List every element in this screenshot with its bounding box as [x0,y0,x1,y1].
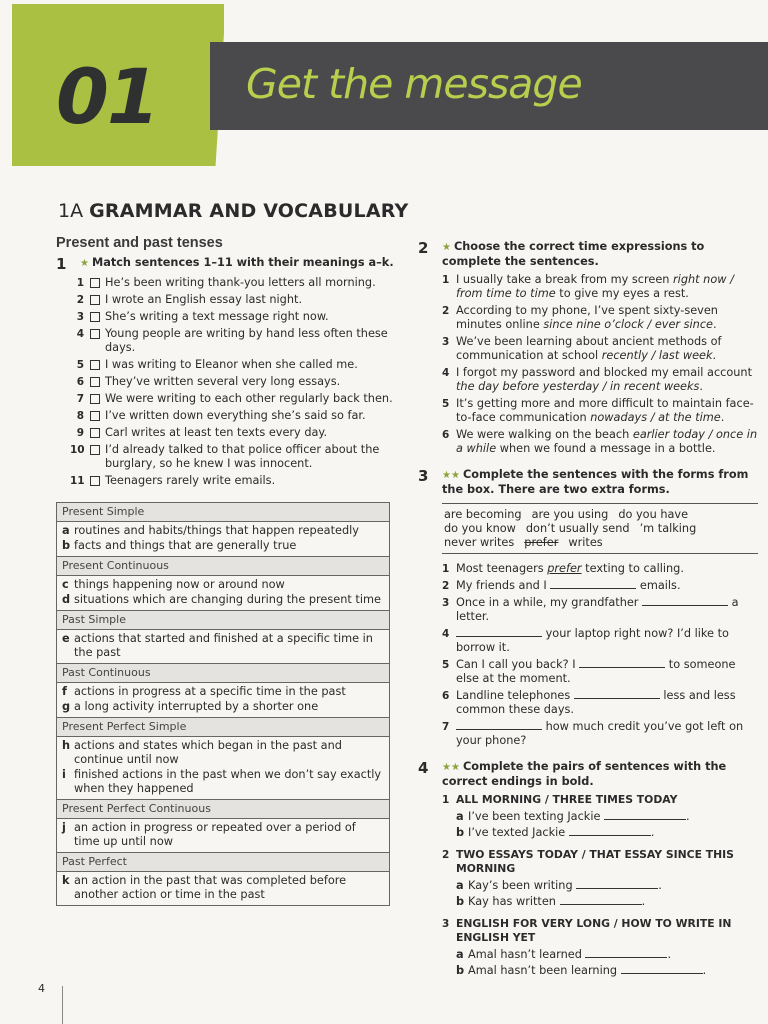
time-choice[interactable]: earlier today / once in a while [456,428,758,455]
table-header: Present Continuous [57,557,389,576]
list-item: 3 We’ve been learning about ancient methods of communication at school recently / last week. [442,335,722,362]
list-item: 3 Once in a while, my grandfather a letter. [442,596,739,623]
list-item: 8 I’ve written down everything she’s said so far. [76,409,366,422]
list-item: 4 your laptop right now? I’d like to borrow it. [442,627,729,654]
answer-blank[interactable] [642,596,728,606]
checkbox[interactable] [90,278,100,288]
left-column [56,236,396,906]
list-item: 10 I’d already talked to that police officer about the burglary, so he knew I was innocent. [70,443,380,470]
table-row: c things happening now or around now [62,578,285,591]
star-icon: ★ [80,258,89,269]
checkbox[interactable] [90,377,100,387]
table-cell [57,576,389,611]
page-divider [62,986,63,1024]
answer-blank[interactable] [604,810,686,820]
list-item: 6 Landline telephones less and less common these days. [442,689,736,716]
table-header: Past Continuous [57,664,389,683]
table-header: Present Simple [57,503,389,522]
unit-title: Get the message [246,60,582,108]
list-item: b Amal hasn’t been learning . [456,964,707,977]
table-cell [57,737,389,800]
table-row: a routines and habits/things that happen repeatedly [62,524,359,537]
checkbox[interactable] [90,445,100,455]
answer-blank[interactable] [456,627,542,637]
checkbox[interactable] [90,428,100,438]
table-row: f actions in progress at a specific time in the past [62,685,346,698]
table-row: d situations which are changing during the present time [62,593,381,606]
time-choice[interactable]: the day before yesterday / in recent weeks [456,380,700,393]
table-cell [57,683,389,718]
list-item: 4 I forgot my password and blocked my email account the day before yesterday / in recent weeks. [442,366,753,393]
exercise-1-items [70,276,396,488]
list-item: 3 She’s writing a text message right now. [76,310,329,323]
exercise-instruction: Choose the correct time expressions to complete the sentences. [442,240,705,268]
table-cell [57,872,389,905]
list-item: 2 TWO ESSAYS TODAY / THAT ESSAY SINCE THIS MORNING [442,848,734,875]
answer-blank[interactable] [585,948,667,958]
list-item: 1 Most teenagers prefer texting to calling. [442,562,684,575]
list-item: 5 Can I call you back? I to someone else at the moment. [442,658,736,685]
checkbox[interactable] [90,411,100,421]
table-cell [57,819,389,853]
exercise-instruction: Complete the pairs of sentences with the correct endings in bold. [442,760,727,788]
exercise-number: 4 [418,759,429,777]
checkbox[interactable] [90,360,100,370]
answer-blank[interactable] [569,826,651,836]
list-item: b Kay has written . [456,895,646,908]
table-row: b facts and things that are generally true [62,539,297,552]
checkbox[interactable] [90,476,100,486]
list-item: 1 I usually take a break from my screen right now / from time to time to give my eyes a rest. [442,273,734,300]
answer-blank[interactable] [576,879,658,889]
checkbox[interactable] [90,312,100,322]
checkbox[interactable] [90,394,100,404]
exercise-number: 2 [418,239,429,257]
answer-blank[interactable] [456,720,542,730]
list-item: b I’ve texted Jackie . [456,826,655,839]
table-header: Past Perfect [57,853,389,872]
table-row: h actions and states which began in the past and continue until now [62,739,342,766]
table-row: j an action in progress or repeated over a period of time up until now [62,821,356,848]
exercise-1-heading [56,256,396,272]
section-heading [58,200,408,222]
table-header: Present Perfect Simple [57,718,389,737]
unit-number: 01 [56,52,158,141]
time-choice[interactable]: since nine o’clock / ever since [543,318,713,331]
checkbox[interactable] [90,329,100,339]
section-code: 1A [58,200,84,222]
answer-blank[interactable] [560,895,642,905]
list-item: 2 I wrote an English essay last night. [76,293,303,306]
word-box: are becoming are you using do you have do you know don’t usually send ’m talking never writes prefer writes [442,503,758,554]
list-item: 3 ENGLISH FOR VERY LONG / HOW TO WRITE IN ENGLISH YET [442,917,732,944]
list-item: 6 We were walking on the beach earlier today / once in a while when we found a message in a bottle. [442,428,758,455]
exercise-instruction: Match sentences 1–11 with their meanings a–k. [91,256,394,269]
time-choice[interactable]: right now / from time to time [456,273,734,300]
list-item: 2 According to my phone, I’ve spent sixty-seven minutes online since nine o’clock / ever since. [442,304,718,331]
exercise-number: 1 [56,255,67,273]
list-item: a I’ve been texting Jackie . [456,810,690,823]
exercise-number: 3 [418,467,429,485]
star-icon: ★★ [442,470,460,481]
subheading: Present and past tenses [56,235,223,251]
list-item: 11 Teenagers rarely write emails. [70,474,276,487]
list-item: 5 I was writing to Eleanor when she called me. [76,358,358,371]
table-row: i finished actions in the past when we don’t say exactly when they happened [62,768,382,795]
answer-blank[interactable] [621,964,703,974]
list-item: a Amal hasn’t learned . [456,948,672,961]
page-number: 4 [38,982,45,995]
answer-blank[interactable] [574,689,660,699]
table-header: Past Simple [57,611,389,630]
meanings-table [56,502,390,906]
section-title: GRAMMAR AND VOCABULARY [89,200,409,222]
time-choice[interactable]: nowadays / at the time [590,411,721,424]
list-item: 1 He’s been writing thank-you letters all morning. [76,276,376,289]
time-choice[interactable]: recently / last week [601,349,713,362]
table-row: k an action in the past that was completed before another action or time in the past [62,874,347,901]
list-item: 1 ALL MORNING / THREE TIMES TODAY [442,793,678,806]
star-icon: ★ [442,242,451,253]
exercise-2-heading [418,240,758,269]
list-item: 9 Carl writes at least ten texts every day. [76,426,328,439]
exercise-instruction: Complete the sentences with the forms from the box. There are two extra forms. [442,468,749,496]
answer-blank[interactable] [550,579,636,589]
checkbox[interactable] [90,295,100,305]
exercise-3-heading [418,468,758,497]
table-row: e actions that started and finished at a specific time in the past [62,632,373,659]
table-cell [57,630,389,664]
right-column [418,240,758,980]
list-item: 6 They’ve written several very long essays. [76,375,341,388]
table-cell [57,522,389,557]
list-item: 4 Young people are writing by hand less often these days. [76,327,388,354]
star-icon: ★★ [442,762,460,773]
list-item: 7 how much credit you’ve got left on your phone? [442,720,744,747]
list-item: 7 We were writing to each other regularly back then. [76,392,393,405]
answer-blank[interactable] [579,658,665,668]
list-item: 2 My friends and I emails. [442,579,681,592]
table-row: g a long activity interrupted by a shorter one [62,700,319,713]
list-item: a Kay’s been writing . [456,879,662,892]
table-header: Present Perfect Continuous [57,800,389,819]
exercise-4-heading [418,760,758,789]
list-item: 5 It’s getting more and more difficult to maintain face-to-face communication nowadays / at the time. [442,397,754,424]
